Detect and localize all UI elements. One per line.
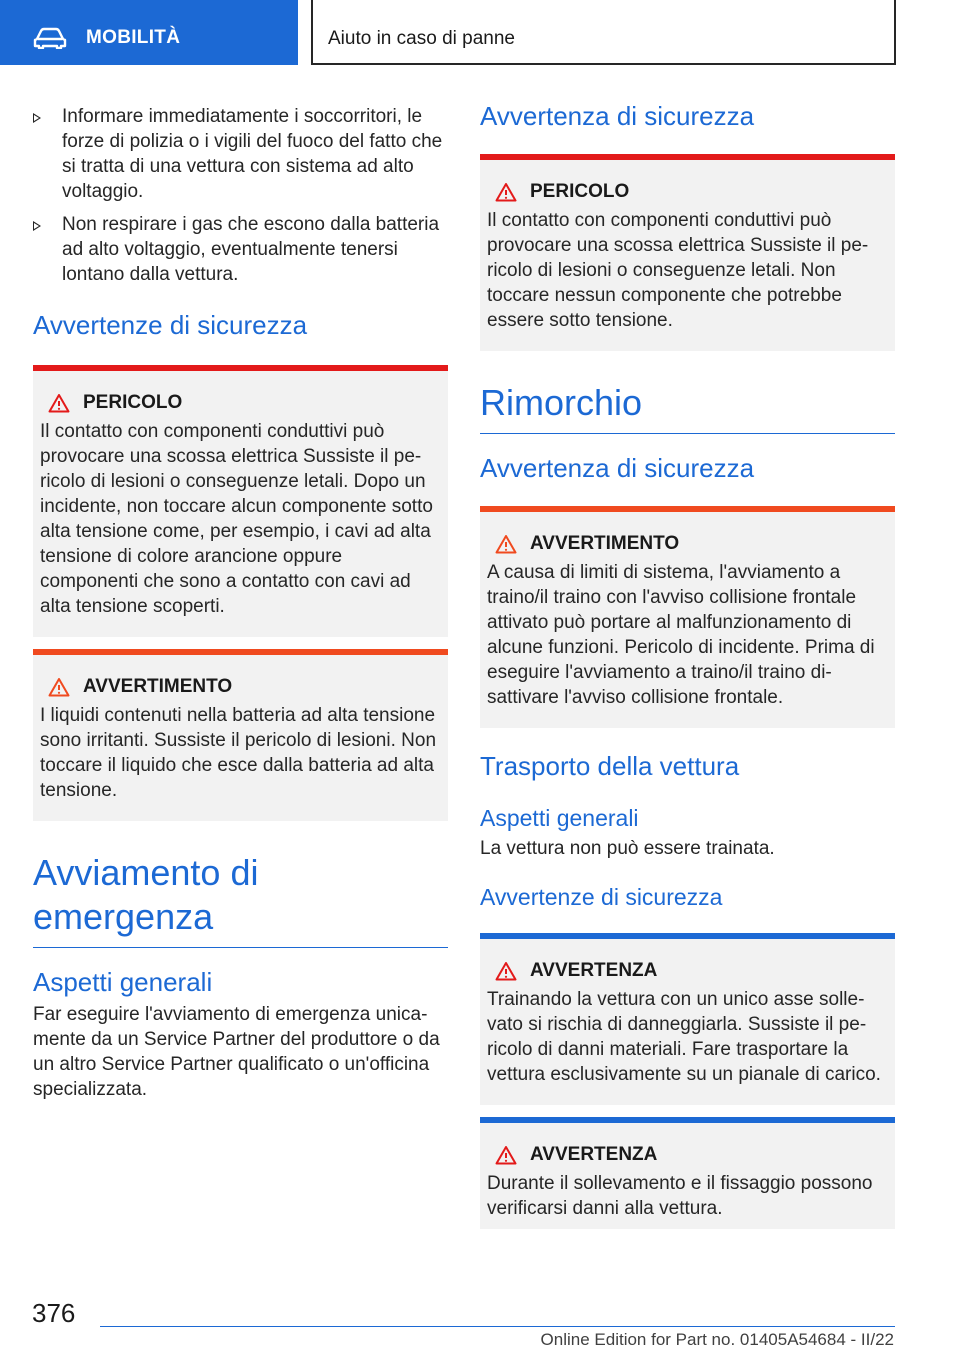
subsection-heading: Avvertenze di sicurezza [480,884,723,910]
section-heading: Avvertenze di sicurezza [33,310,308,340]
note-text: Durante il sollevamento e il fissaggio possono verificarsi danni alla vettura. [487,1173,873,1219]
edition-text: Online Edition for Part no. 01405A54684 - II/22 [540,1330,894,1349]
warning-triangle-icon [495,961,517,981]
list-item: Non respirare i gas che escono dalla batteria ad alto voltaggio, eventualmente tenersi lontano dalla vettura. [33,212,448,287]
danger-text: Il contatto con componenti conduttivi può provocare una scossa elettrica Sussiste il pericolo di lesioni o conseguenze letali. Dopo un incidente, non toccare alcun componente sotto alta tensione come, per esempio, i cavi ad alta tensione di colore arancione oppure componenti che sono a contatto con cavi ad alta tensione scoperti. [40,421,433,617]
subsection-heading: Aspetti generali [33,967,213,997]
triangle-bullet-icon [33,113,41,123]
warning-triangle-icon [48,677,70,697]
footer-divider [100,1326,895,1327]
triangle-bullet-icon [33,221,41,231]
danger-text: Il contatto con componenti conduttivi può provocare una scossa elettrica Sussiste il pericolo di lesioni o conseguenze letali. Non toccare nessun componente che potrebbe essere sotto tensione. [487,210,869,331]
section-heading: Trasporto della vettura [480,751,740,781]
page-number: 376 [32,1298,76,1328]
warning-text: I liquidi contenuti nella batteria ad alta tensione sono irritanti. Sussiste il pericolo di lesioni. Non toccare il liquido che esce dalla batteria ad alta tensione. [40,705,437,801]
note-box: AVVERTENZA Durante il sollevamento e il fissaggio possono verificarsi danni alla vettura. [480,1117,895,1229]
general-text: Far eseguire l'avviamento di emergenza unicamente da un Service Partner del produttore o da un altro Service Partner qualificato o un'officina specializzata. [33,1004,440,1100]
chapter-heading: Avviamento di emergenza [33,851,448,948]
warning-box: AVVERTIMENTO I liquidi contenuti nella batteria ad alta tensione sono irritanti. Sussiste il pericolo di lesioni. Non toccare il liquido che esce dalla batteria ad alta tensione. [33,649,448,821]
warning-box: AVVERTIMENTO A causa di limiti di sistema, l'avviamento a traino/il traino con l'avviso collisione frontale attivato può portare al malfunzionamento di alcune funzioni. Pericolo di incidente. Prima di eseguire l'avviamento a traino/il traino disattivare l'avviso collisione frontale. [480,506,895,728]
warning-triangle-icon [495,182,517,202]
list-item: Informare immediatamente i soccorritori, le forze di polizia o i vigili del fuoco del fatto che si tratta di una vettura con sistema ad alto voltaggio. [33,104,448,204]
chapter-title-box [311,0,896,65]
warning-triangle-icon [48,393,70,413]
danger-box: PERICOLO Il contatto con componenti conduttivi può provocare una scossa elettrica Sussiste il pericolo di lesioni o conseguenze letali. Non toccare nessun componente che potrebbe essere sotto tensione. [480,154,895,351]
subsection-heading: Aspetti generali [480,805,639,831]
warning-triangle-icon [495,534,517,554]
warning-text: A causa di limiti di sistema, l'avviamento a traino/il traino con l'avviso collisione frontale attivato può portare al malfunzionamento di alcune funzioni. Pericolo di incidente. Prima di eseguire l'avviamento a traino/il traino disattivare l'avviso collisione frontale. [487,562,875,708]
warning-triangle-icon [495,1145,517,1165]
note-text: Trainando la vettura con un unico asse sollevato si rischia di danneggiarla. Sussiste il pericolo di danni materiali. Fare trasportare la vettura esclusivamente su un pianale di carico. [487,989,881,1085]
left-column [33,100,448,1102]
car-icon [33,27,67,49]
chapter-heading: Rimorchio [480,381,895,434]
chapter-title: Aiuto in caso di panne [328,28,515,49]
section-heading: Avvertenza di sicurezza [480,101,755,131]
transport-text: La vettura non può essere trainata. [480,838,775,859]
section-heading: Avvertenza di sicurezza [480,453,755,483]
right-column [480,100,895,1229]
section-tab [0,0,298,65]
danger-box: PERICOLO Il contatto con componenti conduttivi può provocare una scossa elettrica Sussiste il pericolo di lesioni o conseguenze letali. Dopo un incidente, non toccare alcun componente sotto alta tensione come, per esempio, i cavi ad alta tensione di colore arancione oppure componenti che sono a contatto con cavi ad alta tensione scoperti. [33,365,448,637]
section-label: MOBILITÀ [86,27,181,48]
note-box: AVVERTENZA Trainando la vettura con un unico asse sollevato si rischia di danneggiarla. Sussiste il pericolo di danni materiali. Fare trasportare la vettura esclusivamente su un pianale di carico. [480,933,895,1105]
